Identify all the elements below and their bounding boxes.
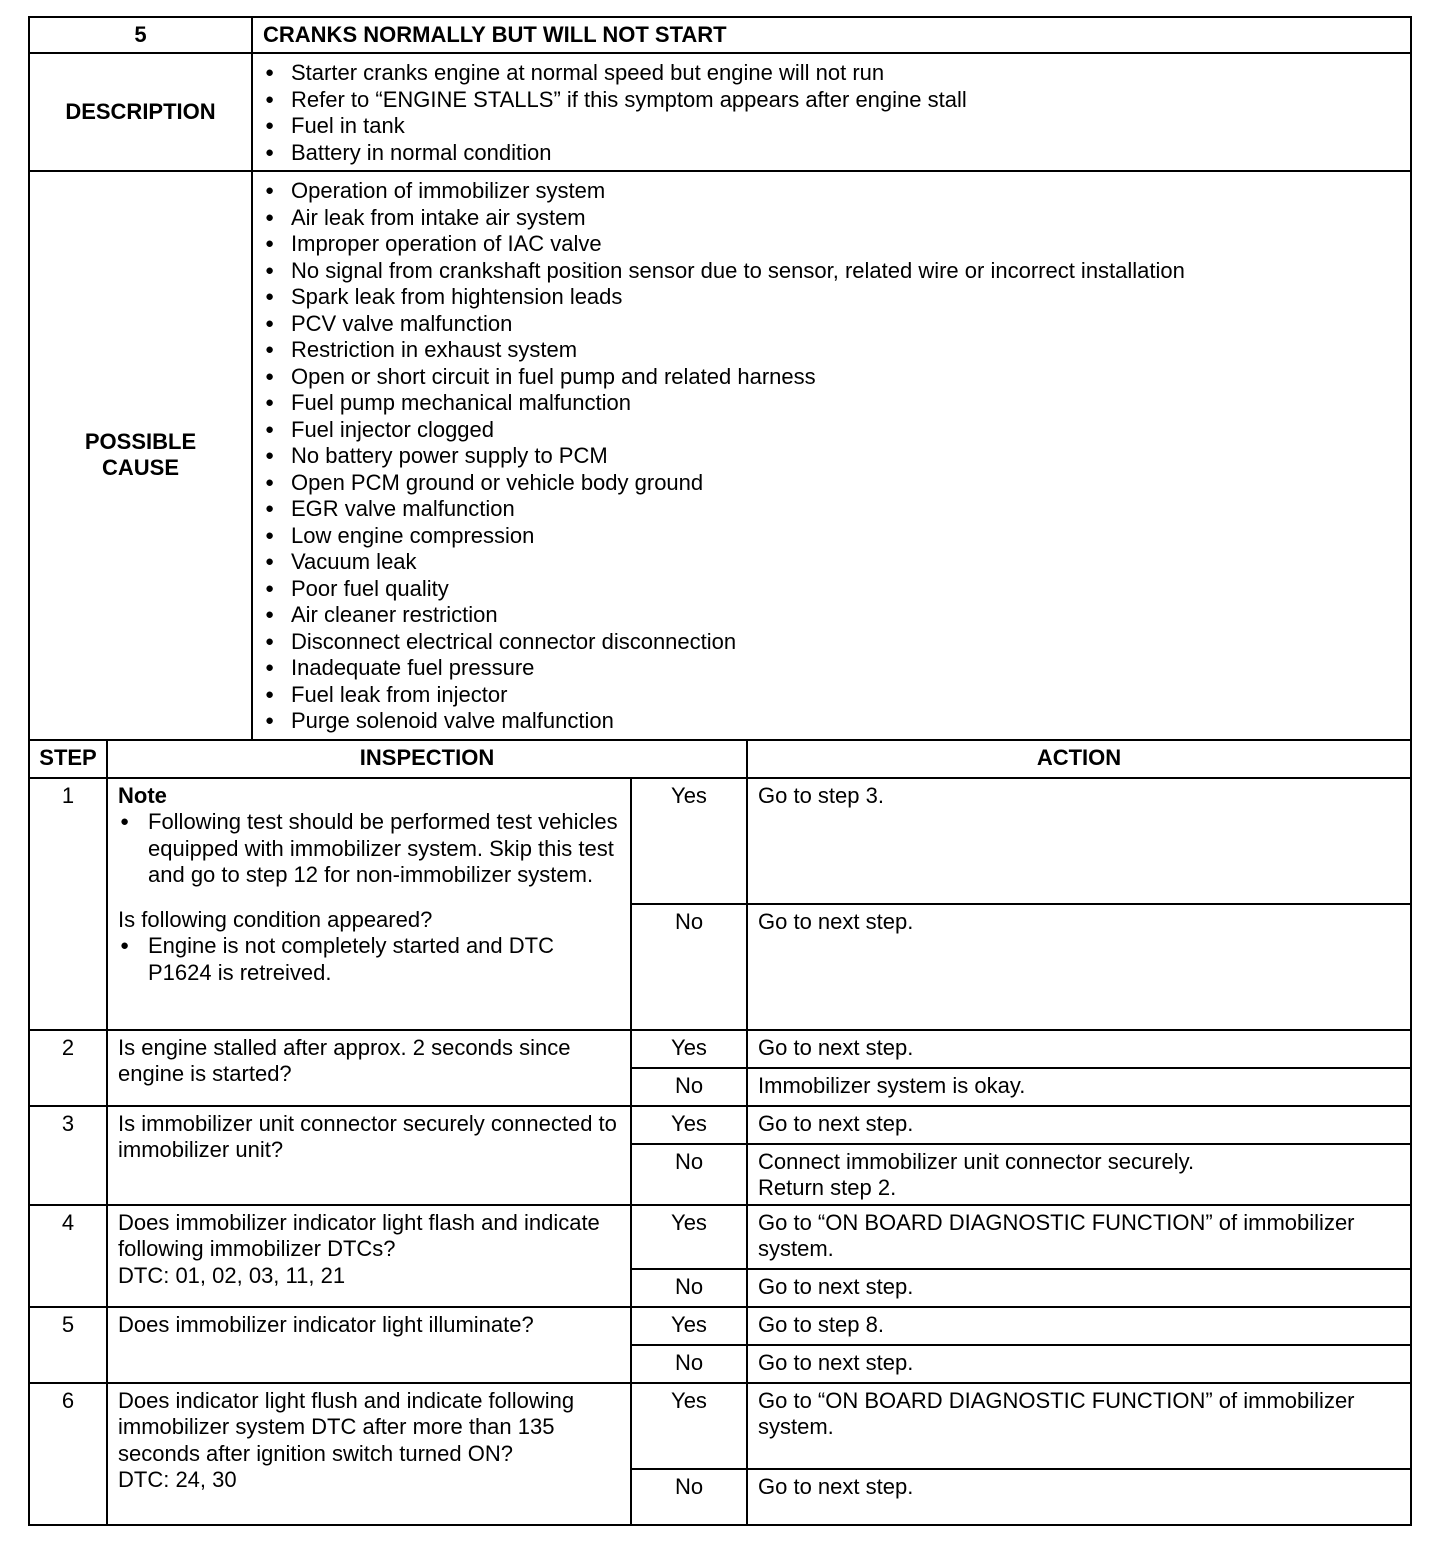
no-action: [747, 1144, 1411, 1205]
list-item: ● Open PCM ground or vehicle body ground: [265, 470, 1410, 497]
inspection-question: Is following condition appeared?: [118, 906, 433, 932]
list-item: ● Vacuum leak: [265, 549, 1410, 576]
list-item: ● Starter cranks engine at normal speed but engine will not run: [265, 60, 1410, 87]
list-item: ● Air leak from intake air system: [265, 205, 1410, 232]
yes-action: Go to “ON BOARD DIAGNOSTIC FUNCTION” of immobilizer system.: [747, 1205, 1411, 1269]
symptom-header-row: [29, 17, 1411, 53]
list-item: ● Air cleaner restriction: [265, 602, 1410, 629]
description-row: [29, 53, 1411, 171]
no-label: No: [631, 1469, 747, 1525]
list-item: ● Open or short circuit in fuel pump and related harness: [265, 364, 1410, 391]
no-action-line1: Connect immobilizer unit connector securely.: [758, 1148, 1195, 1174]
no-label: No: [631, 1144, 747, 1205]
yes-action: Go to step 8.: [747, 1307, 1411, 1345]
no-action: Go to next step.: [747, 1469, 1411, 1525]
list-item: ● Poor fuel quality: [265, 576, 1410, 603]
list-item: ● Refer to “ENGINE STALLS” if this symptom appears after engine stall: [265, 87, 1410, 114]
yes-action: Go to next step.: [747, 1106, 1411, 1144]
diagnosis-page: [28, 16, 1412, 1526]
dtc-codes: DTC: 24, 30: [118, 1467, 237, 1492]
table-row: [29, 1205, 1411, 1269]
inspection-column-header: INSPECTION: [107, 740, 747, 778]
possible-cause-cell: [252, 171, 1411, 740]
no-action: Go to next step.: [747, 1269, 1411, 1307]
description-cell: [252, 53, 1411, 171]
column-header-row: [29, 740, 1411, 778]
description-list: [253, 54, 1410, 170]
inspection-question: Is immobilizer unit connector securely connected to immobilizer unit?: [107, 1106, 631, 1205]
inspection-cell: [107, 778, 631, 1030]
no-label: No: [631, 904, 747, 1030]
step-number: 4: [29, 1205, 107, 1307]
step-column-header: STEP: [29, 740, 107, 778]
possible-cause-label-line1: POSSIBLE: [84, 428, 197, 454]
list-item: ● Fuel leak from injector: [265, 682, 1410, 709]
table-row: [29, 778, 1411, 904]
list-item: ● Purge solenoid valve malfunction: [265, 708, 1410, 735]
step-number: 2: [29, 1030, 107, 1106]
list-item: ● Fuel pump mechanical malfunction: [265, 390, 1410, 417]
list-item: ● Engine is not completely started and DTC P1624 is retreived.: [118, 933, 622, 986]
no-action: Go to next step.: [747, 1345, 1411, 1383]
list-item: ● Spark leak from hightension leads: [265, 284, 1410, 311]
spacer: [118, 889, 622, 907]
list-item: ● Improper operation of IAC valve: [265, 231, 1410, 258]
no-action: Go to next step.: [747, 904, 1411, 1030]
no-label: No: [631, 1269, 747, 1307]
action-column-header: ACTION: [747, 740, 1411, 778]
no-action-line2: Return step 2.: [758, 1175, 897, 1200]
list-item: ● Inadequate fuel pressure: [265, 655, 1410, 682]
list-item: ● Restriction in exhaust system: [265, 337, 1410, 364]
yes-label: Yes: [631, 1307, 747, 1345]
table-row: [29, 1030, 1411, 1068]
list-item: ● Low engine compression: [265, 523, 1410, 550]
yes-label: Yes: [631, 1030, 747, 1068]
note-list: [118, 809, 622, 889]
no-label: No: [631, 1068, 747, 1106]
no-action: Immobilizer system is okay.: [747, 1068, 1411, 1106]
inspection-question: Does immobilizer indicator light illuminate?: [107, 1307, 631, 1383]
no-label: No: [631, 1345, 747, 1383]
symptom-table: [28, 16, 1412, 741]
dtc-codes: DTC: 01, 02, 03, 11, 21: [118, 1262, 346, 1288]
list-item: ● Fuel injector clogged: [265, 417, 1410, 444]
table-row: [29, 1383, 1411, 1469]
possible-cause-label-line2: CAUSE: [101, 455, 179, 481]
list-item: ● No signal from crankshaft position sensor due to sensor, related wire or incorrect installation: [265, 258, 1410, 285]
inspection-cell: [107, 1205, 631, 1307]
step-number: 6: [29, 1383, 107, 1525]
symptom-title: CRANKS NORMALLY BUT WILL NOT START: [252, 17, 1411, 53]
inspection-question: Does indicator light flush and indicate following immobilizer system DTC after more than 135 seconds after ignition switch turned ON?: [118, 1387, 575, 1466]
possible-cause-list: [253, 172, 1410, 739]
inspection-question: Does immobilizer indicator light flash and indicate following immobilizer DTCs?: [118, 1209, 600, 1261]
yes-label: Yes: [631, 778, 747, 904]
inspection-question: Is engine stalled after approx. 2 seconds since engine is started?: [107, 1030, 631, 1106]
list-item: ● Battery in normal condition: [265, 140, 1410, 167]
list-item: ● Operation of immobilizer system: [265, 178, 1410, 205]
list-item: ● EGR valve malfunction: [265, 496, 1410, 523]
table-row: [29, 1106, 1411, 1144]
description-label: DESCRIPTION: [29, 53, 252, 171]
list-item: ● Fuel in tank: [265, 113, 1410, 140]
list-item: ● Disconnect electrical connector disconnection: [265, 629, 1410, 656]
possible-cause-label: [29, 171, 252, 740]
yes-action: Go to step 3.: [747, 778, 1411, 904]
step-number: 1: [29, 778, 107, 1030]
condition-list: [118, 933, 622, 986]
possible-cause-row: [29, 171, 1411, 740]
yes-label: Yes: [631, 1383, 747, 1469]
step-number: 3: [29, 1106, 107, 1205]
list-item: ● Following test should be performed test vehicles equipped with immobilizer system. Skip this test and go to step 12 for non-immobilizer system.: [118, 809, 622, 889]
yes-label: Yes: [631, 1106, 747, 1144]
table-row: [29, 1307, 1411, 1345]
yes-action: Go to next step.: [747, 1030, 1411, 1068]
list-item: ● No battery power supply to PCM: [265, 443, 1410, 470]
step-number: 5: [29, 1307, 107, 1383]
note-title: Note: [118, 782, 167, 808]
yes-label: Yes: [631, 1205, 747, 1269]
yes-action: Go to “ON BOARD DIAGNOSTIC FUNCTION” of immobilizer system.: [747, 1383, 1411, 1469]
symptom-number: 5: [29, 17, 252, 53]
steps-table: [28, 739, 1412, 1526]
inspection-cell: [107, 1383, 631, 1525]
list-item: ● PCV valve malfunction: [265, 311, 1410, 338]
